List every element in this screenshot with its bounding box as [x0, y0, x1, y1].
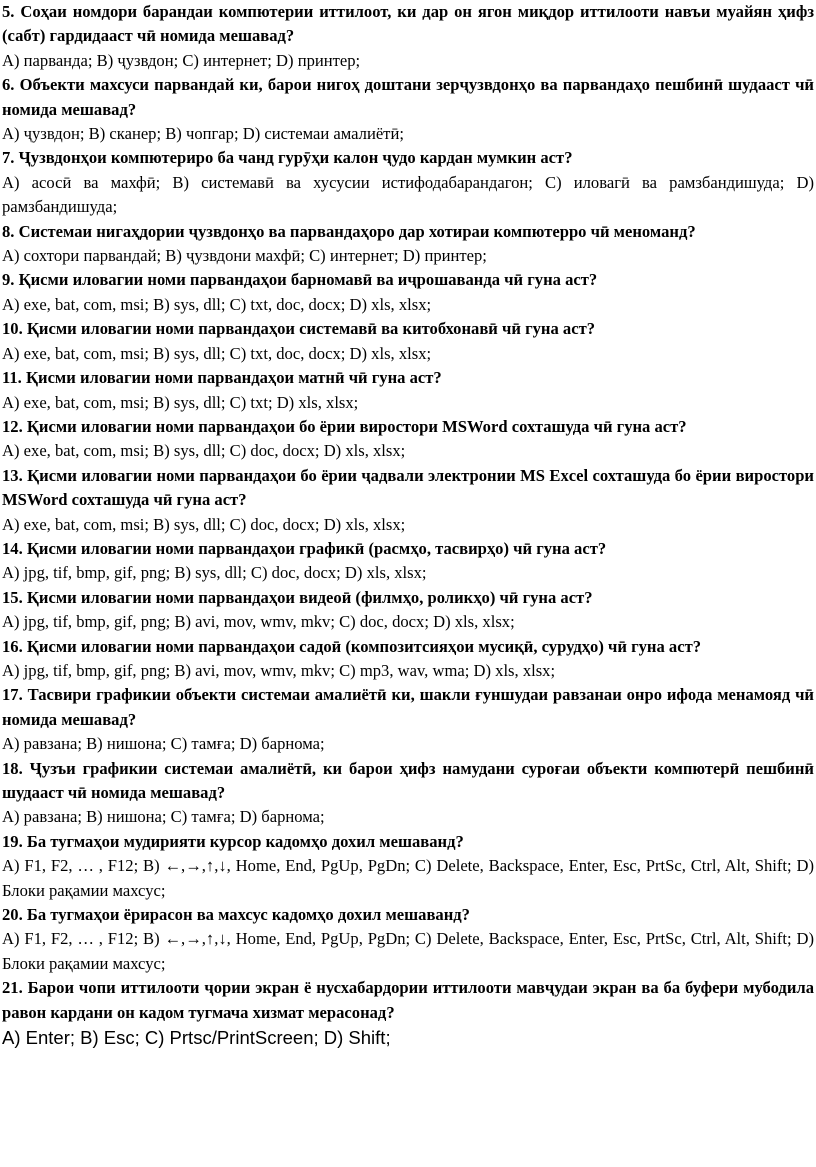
- answer-options: A) jpg, tif, bmp, gif, png; B) avi, mov, wmv, mkv; C) doc, docx; D) xls, xlsx;: [2, 612, 515, 632]
- answer-options: A) сохтори парвандай; B) ҷузвдони махфӣ; C) интернет; D) принтер;: [2, 246, 487, 266]
- question-item-5: [2, 0, 814, 73]
- answer-options: A) exe, bat, com, msi; B) sys, dll; C) doc, docx; D) xls, xlsx;: [2, 514, 406, 534]
- question-text: 16. Қисми иловагии номи парвандаҳои садоӣ (композитсияҳои мусиқӣ, сурудҳо) чӣ гуна аст?: [2, 636, 702, 656]
- answer-options: A) асосӣ ва махфӣ; B) системавӣ ва хусусии истифодабарандагон; C) иловагӣ ва рамзбандишуда; D) рамзбандишуда;: [2, 172, 814, 217]
- answer-options: A) F1, F2, … , F12; B) ←,→,↑,↓, Home, End, PgUp, PgDn; C) Delete, Backspace, Enter, Esc, PrtSc, Ctrl, Alt, Shift; D) Блоки рақамии махсус;: [2, 856, 814, 900]
- answer-options: A) jpg, tif, bmp, gif, png; B) sys, dll; C) doc, docx; D) xls, xlsx;: [2, 563, 427, 583]
- question-item-9: [2, 268, 814, 317]
- question-text: 19. Ба тугмаҳои мудирияти курсор кадомҳо дохил мешаванд?: [2, 831, 464, 851]
- answer-options: A) F1, F2, … , F12; B) ←,→,↑,↓, Home, End, PgUp, PgDn; C) Delete, Backspace, Enter, Esc, PrtSc, Ctrl, Alt, Shift; D) Блоки рақамии махсус;: [2, 929, 814, 973]
- question-item-15: [2, 586, 814, 635]
- answer-options: A) exe, bat, com, msi; B) sys, dll; C) txt, doc, docx; D) xls, xlsx;: [2, 294, 432, 314]
- question-item-20: [2, 903, 814, 976]
- answer-options: A) равзана; B) нишона; C) тамға; D) барнома;: [2, 807, 325, 827]
- question-text: 14. Қисми иловагии номи парвандаҳои графикӣ (расмҳо, тасвирҳо) чӣ гуна аст?: [2, 538, 607, 558]
- question-text: 13. Қисми иловагии номи парвандаҳои бо ёрии ҷадвали электронии MS Excel сохташуда бо ёрии виростори MSWord сохташуда чӣ гуна аст?: [2, 465, 814, 510]
- question-item-10: [2, 317, 814, 366]
- question-text: 17. Тасвири графикии объекти системаи амалиётӣ ки, шакли ғуншудаи равзанаи онро ифода менамояд чӣ номида мешавад?: [2, 685, 814, 729]
- question-item-6: [2, 73, 814, 146]
- answer-options: A) парванда; B) ҷузвдон; C) интернет; D) принтер;: [2, 50, 361, 70]
- question-text: 18. Ҷузъи графикии системаи амалиётӣ, ки барои ҳифз намудани суроғаи объекти компютерӣ пешбинӣ шудааст чӣ номида мешавад?: [2, 758, 814, 802]
- question-item-7: [2, 146, 814, 219]
- question-item-8: [2, 220, 814, 269]
- question-item-17: [2, 683, 814, 756]
- question-text: 10. Қисми иловагии номи парвандаҳои системавӣ ва китобхонавӣ чӣ гуна аст?: [2, 319, 596, 339]
- answer-options: A) jpg, tif, bmp, gif, png; B) avi, mov, wmv, mkv; C) mp3, wav, wma; D) xls, xlsx;: [2, 660, 556, 680]
- question-text: 7. Ҷузвдонҳои компютериро ба чанд гурӯҳи калон ҷудо кардан мумкин аст?: [2, 148, 573, 168]
- question-item-13: [2, 464, 814, 537]
- question-text: 12. Қисми иловагии номи парвандаҳои бо ёрии виростори MSWord сохташуда чӣ гуна аст?: [2, 416, 687, 436]
- question-item-18: [2, 757, 814, 830]
- question-text: 5. Соҳаи номдори барандаи компютерии иттилоот, ки дар он ягон миқдор иттилооти навъи муайян ҳифз (сабт) гардидааст чӣ номида мешавад?: [2, 2, 814, 46]
- question-text: 11. Қисми иловагии номи парвандаҳои матнӣ чӣ гуна аст?: [2, 368, 442, 388]
- question-text: 6. Объекти махсуси парвандай ки, барои нигоҳ доштани зерҷузвдонҳо ва парвандаҳо пешбинӣ шудааст чӣ номида мешавад?: [2, 75, 814, 119]
- question-text: 9. Қисми иловагии номи парвандаҳои барномавӣ ва иҷрошаванда чӣ гуна аст?: [2, 270, 598, 290]
- question-item-19: [2, 830, 814, 903]
- answer-options: A) exe, bat, com, msi; B) sys, dll; C) doc, docx; D) xls, xlsx;: [2, 441, 406, 461]
- answer-options: A) ҷузвдон; B) сканер; B) чопгар; D) системаи амалиётӣ;: [2, 124, 404, 144]
- question-item-14: [2, 537, 814, 586]
- answer-options: A) exe, bat, com, msi; B) sys, dll; C) txt, doc, docx; D) xls, xlsx;: [2, 343, 432, 363]
- question-text: 15. Қисми иловагии номи парвандаҳои видеоӣ (филмҳо, роликҳо) чӣ гуна аст?: [2, 587, 593, 607]
- answer-options: A) Enter; B) Esc; C) Prtsc/PrintScreen; D) Shift;: [2, 1027, 391, 1049]
- question-item-21: [2, 976, 814, 1051]
- answer-options: A) exe, bat, com, msi; B) sys, dll; C) txt; D) xls, xlsx;: [2, 392, 359, 412]
- question-item-12: [2, 415, 814, 464]
- question-item-11: [2, 366, 814, 415]
- question-text: 20. Ба тугмаҳои ёрирасон ва махсус кадомҳо дохил мешаванд?: [2, 905, 470, 925]
- question-text: 8. Системаи нигаҳдории ҷузвдонҳо ва парвандаҳоро дар хотираи компютерро чӣ меноманд?: [2, 221, 696, 241]
- answer-options: A) равзана; B) нишона; C) тамға; D) барнома;: [2, 734, 325, 754]
- question-text: 21. Барои чопи иттилооти ҷории экран ё нусхабардории иттилооти мавҷудаи экран ва ба буфери мубодила равон кардани он кадом тугмача хизмат мерасонад?: [2, 978, 814, 1022]
- question-item-16: [2, 635, 814, 684]
